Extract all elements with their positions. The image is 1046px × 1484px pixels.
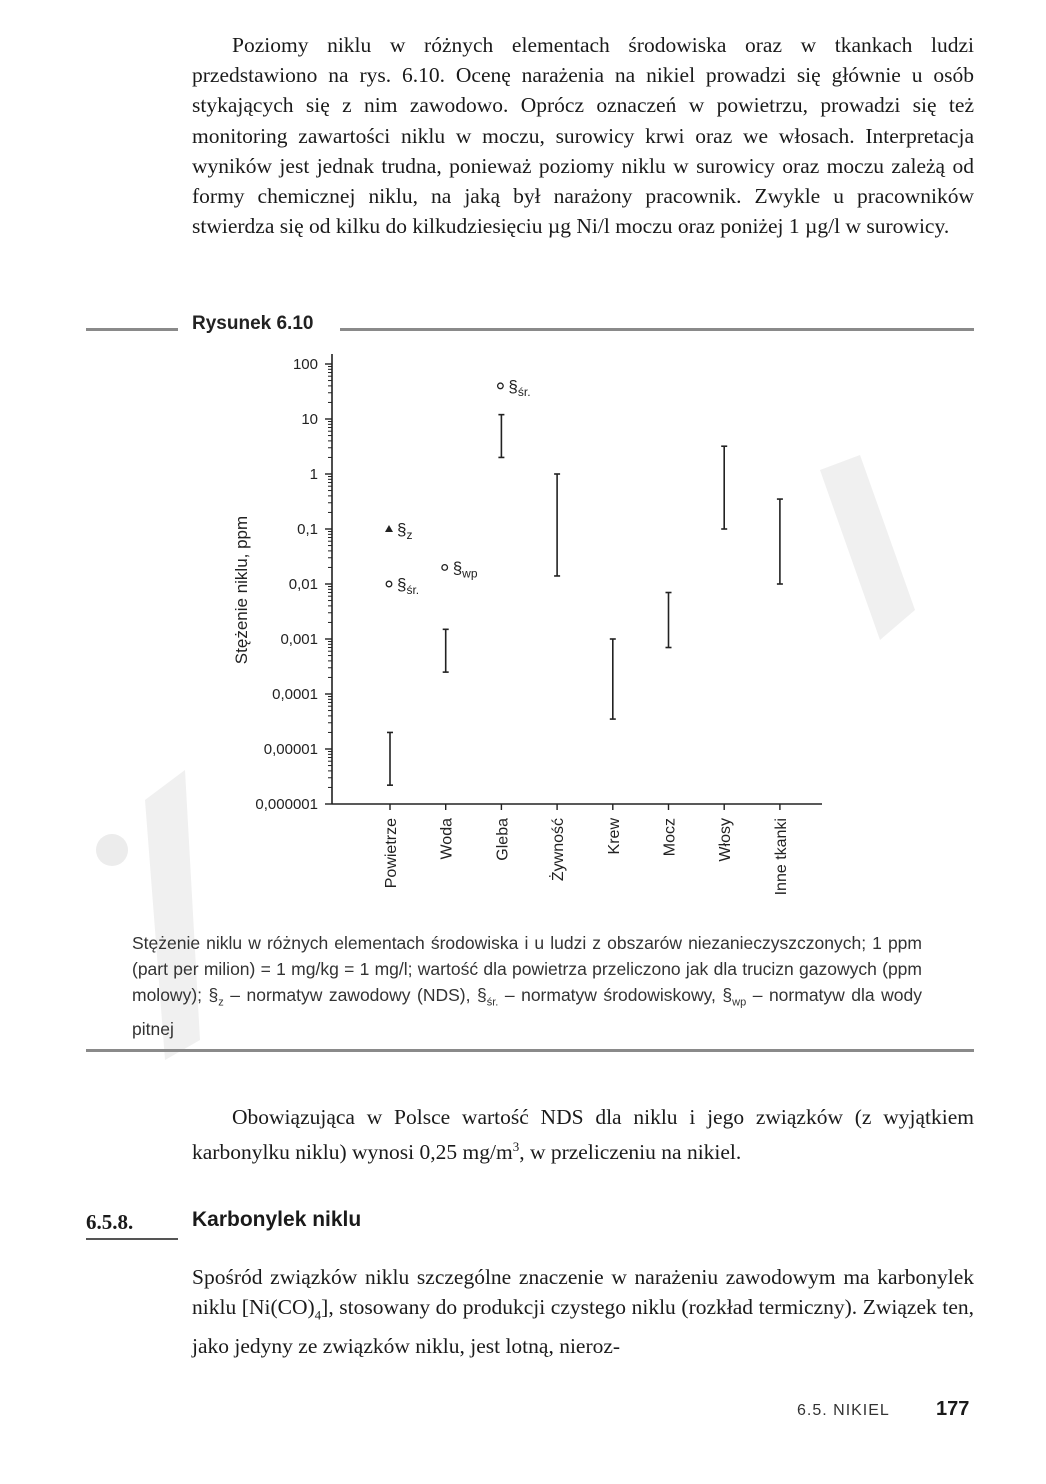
figure-caption xyxy=(132,930,922,1042)
y-tick-label: 0,001 xyxy=(280,631,318,648)
norm-marker-subscript: śr. xyxy=(406,583,420,597)
caption-sub-sr: śr. xyxy=(486,996,499,1009)
y-tick-label: 0,1 xyxy=(297,521,318,538)
y-axis-label: Stężenie niklu, ppm xyxy=(232,515,251,665)
category-label: Mocz xyxy=(661,818,679,857)
caption-sub-wp: wp xyxy=(732,996,747,1009)
intro-paragraph: Poziomy niklu w różnych elementach środowiska oraz w tkankach ludzi przedstawiono na rys. 6.10. Ocenę narażenia na nikiel prowadzi się głównie u osób stykających się z nim zawodowo. Oprócz oznaczeń w powietrzu, prowadzi się też monitoring zawartości niklu w moczu, surowicy krwi oraz we włosach. Interpretacja wyników jest jednak trudna, ponieważ poziomy niklu w surowicy oraz moczu zależą od formy chemicznej niklu, na jaką był narażony pracownik. Zwykle u pracowników stwierdza się od kilku do kilkudziesięciu µg Ni/l moczu oraz poniżej 1 µg/l w surowicy. xyxy=(192,33,974,239)
category-label: Woda xyxy=(438,818,456,860)
category-label: Żywność xyxy=(550,818,568,882)
running-footer-section: 6.5. NIKIEL xyxy=(797,1402,890,1419)
x-axis-labels xyxy=(383,804,790,895)
y-tick-label: 1 xyxy=(309,466,318,483)
section-number-underline xyxy=(86,1238,178,1240)
category-label: Powietrze xyxy=(383,818,400,889)
caption-text-3: – normatyw środowiskowy, § xyxy=(498,985,733,1005)
carbonyl-text-after: ], stosowany do produkcji czystego niklu (rozkład termiczny). Związek ten, jako jedyny ze związków niklu, jest lotną, nieroz- xyxy=(192,1295,974,1358)
caption-sub-z: z xyxy=(218,996,224,1009)
y-tick-label: 100 xyxy=(292,356,318,373)
norm-marker-circle xyxy=(386,581,392,587)
carbonyl-paragraph xyxy=(192,1262,974,1361)
norm-marker-label: $\S_{śr.}$ xyxy=(508,376,531,399)
y-tick-label: 0,00001 xyxy=(263,741,318,758)
norm-marker-subscript: śr. xyxy=(517,384,531,399)
norm-marker-label: $\S_z$ xyxy=(397,520,413,542)
nds-text-before: Obowiązująca w Polsce wartość NDS dla niklu i jego związków (z wyjątkiem karbonylku niklu) wynosi 0,25 mg/m xyxy=(192,1105,974,1165)
category-label: Inne tkanki xyxy=(772,818,790,896)
norm-markers xyxy=(385,377,531,597)
page-number: 177 xyxy=(936,1398,970,1420)
norm-marker-triangle xyxy=(385,525,393,532)
section-title: Karbonylek niklu xyxy=(192,1208,362,1231)
y-axis-ticks xyxy=(255,356,332,813)
norm-marker-subscript: z xyxy=(406,528,413,542)
y-tick-label: 0,0001 xyxy=(272,686,318,703)
norm-marker-subscript: wp xyxy=(462,566,478,581)
figure-label: Rysunek 6.10 xyxy=(192,313,314,334)
norm-marker-circle xyxy=(442,565,448,571)
nds-superscript: 3 xyxy=(512,1139,520,1155)
category-label: Włosy xyxy=(717,818,735,862)
range-bars xyxy=(387,415,783,786)
norm-marker-label: $\S_{wp}$ xyxy=(452,558,478,581)
y-tick-label: 0,000001 xyxy=(255,796,318,813)
caption-text-1: Stężenie niklu w różnych elementach środowiska i u ludzi z obszarów niezanieczyszczonych; 1 ppm (part per milion) = 1 mg/kg = 1 mg/l; wartość dla powietrza przeliczono jak dla trucizn gazowych (ppm molowy); § xyxy=(132,933,922,1005)
y-tick-label: 0,01 xyxy=(288,576,318,593)
nds-paragraph xyxy=(192,1102,974,1168)
norm-marker-circle xyxy=(498,383,504,389)
nds-text-after: , w przeliczeniu na nikiel. xyxy=(519,1140,742,1165)
category-label: Krew xyxy=(605,818,623,855)
caption-text-4: – normatyw dla wody pitnej xyxy=(132,985,922,1039)
norm-marker-label: $\S_{śr.}$ xyxy=(397,575,420,597)
category-label: Gleba xyxy=(494,818,512,861)
section-number: 6.5.8. xyxy=(86,1210,134,1234)
figure-rule-bottom xyxy=(86,1049,974,1052)
carbonyl-subscript: 4 xyxy=(314,1307,322,1323)
carbonyl-text-before: Spośród związków niklu szczególne znaczenie w narażeniu zawodowym ma karbonylek niklu [Ni(CO) xyxy=(192,1265,974,1320)
caption-text-2: – normatyw zawodowy (NDS), § xyxy=(223,985,487,1005)
y-tick-label: 10 xyxy=(301,411,318,428)
